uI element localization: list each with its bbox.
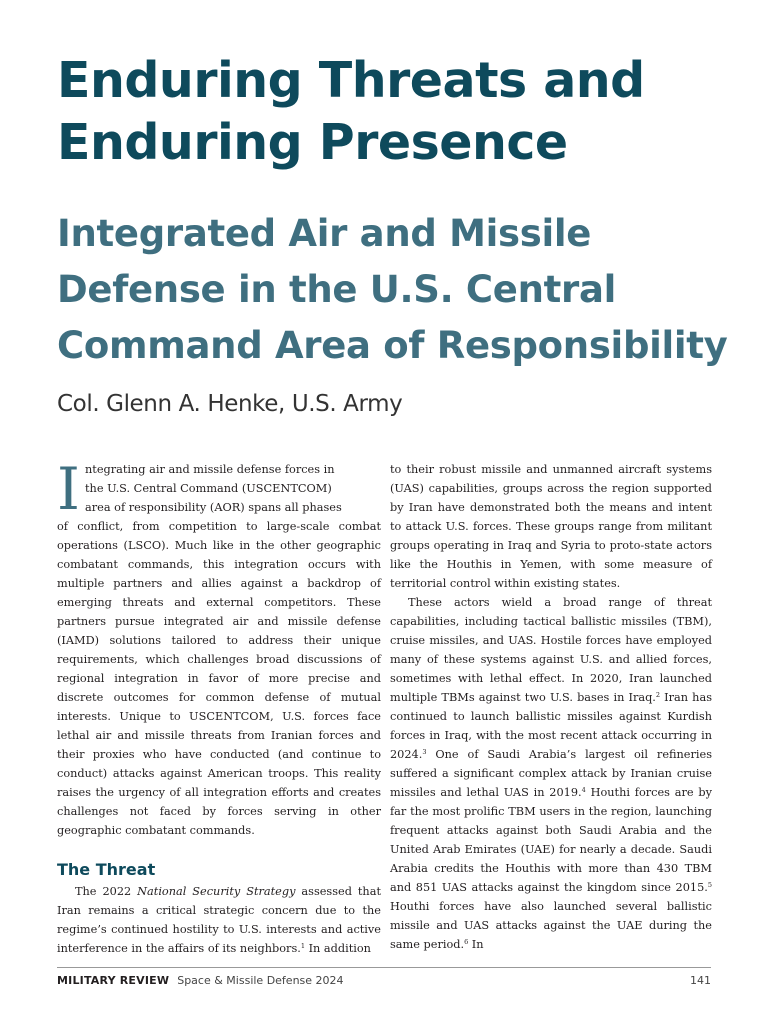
footnote-ref-4[interactable]: 4 [581, 786, 586, 794]
lead-line-1: ntegrating air and missile defense forces in [85, 463, 335, 476]
body-column-right [390, 460, 712, 954]
lead-paragraph-rest: of conflict, from competition to large-scale combat operations (LSCO). Much like in the other geographic combatant commands, this integration occurs with multiple partners and allies against a backdrop of emerging threats and external competitors. These partners pursue integrated air and missile defense (IAMD) solutions tailored to address their unique requirements, which challenges broad discussions of regional integration in favor of more precise and discrete outcomes for common defense of mutual interests. Unique to USCENTCOM, U.S. forces face lethal air and missile threats from Iranian forces and their proxies who have conducted (and continue to conduct) attacks against American troops. This reality raises the urgency of all integration efforts and creates challenges not faced by forces serving in other geographic combatant commands. [57, 520, 381, 837]
text-run: The 2022 [75, 885, 138, 898]
article-subtitle: Integrated Air and Missile Defense in the U.S. Central Command Area of Responsibility [57, 212, 728, 367]
text-run: These actors wield a broad range of threat capabilities, including tactical ballistic missiles (TBM), cruise missiles, and UAS. Hostile forces have employed many of these systems against U.S. and allied forces, sometimes with lethal effect. In 2020, Iran launched multiple TBMs against two U.S. bases in Iraq. [390, 596, 712, 704]
lead-line-3: area of responsibility (AOR) spans all phases [85, 501, 342, 514]
page-footer [57, 974, 711, 987]
drop-cap: I [57, 455, 80, 523]
footer-left [57, 974, 344, 987]
footnote-ref-2[interactable]: 2 [655, 691, 661, 699]
article-title: Enduring Threats and Enduring Presence [57, 52, 645, 171]
lead-line-2: the U.S. Central Command (USCENTCOM) [85, 482, 332, 495]
text-run: In addition [304, 942, 371, 955]
text-run: Iran has continued to launch ballistic missiles against Kurdish forces in Iraq, with the most recent attack occurring in 2024. [390, 691, 712, 761]
journal-name: MILITARY REVIEW [57, 974, 170, 987]
threat-paragraph [57, 882, 381, 958]
page-number: 141 [690, 974, 711, 987]
body-column-left [57, 455, 381, 958]
footnote-ref-3[interactable]: 3 [422, 748, 427, 756]
lead-paragraph [57, 455, 381, 840]
footnote-ref-6[interactable]: 6 [464, 938, 469, 946]
section-heading-threat: The Threat [57, 860, 156, 879]
article-author: Col. Glenn A. Henke, U.S. Army [57, 391, 403, 417]
footnote-ref-5[interactable]: 5 [707, 881, 712, 889]
continued-paragraph: to their robust missile and unmanned aircraft systems (UAS) capabilities, groups across the region supported by Iran have demonstrated both the means and intent to attack U.S. forces. These groups range from militant groups operating in Iraq and Syria to proto-state actors like the Houthis in Yemen, with some measure of territorial control within existing states. [390, 463, 712, 590]
issue-name: Space & Missile Defense 2024 [177, 974, 344, 987]
footer-divider [57, 967, 711, 968]
text-run: Houthi forces have also launched several ballistic missile and UAS attacks against the UAE during the same period. [390, 900, 712, 951]
text-run: In [468, 938, 484, 951]
text-run: assessed that Iran remains a critical strategic concern due to the regime’s continued hostility to U.S. interests and active interference in the affairs of its neighbors. [57, 885, 381, 955]
text-run: One of Saudi Arabia’s largest oil refineries suffered a significant complex attack by Iranian cruise missiles and lethal UAS in 2019. [390, 748, 712, 799]
text-run: Houthi forces are by far the most prolific TBM users in the region, launching frequent attacks against both Saudi Arabia and the United Arab Emirates (UAE) for nearly a decade. Saudi Arabia credits the Houthis with more than 430 TBM and 851 UAS attacks against the kingdom since 2015. [390, 786, 712, 894]
footnote-ref-1[interactable]: 1 [300, 942, 305, 950]
threat-capabilities-paragraph [390, 593, 712, 954]
italic-title: National Security Strategy [137, 885, 296, 898]
